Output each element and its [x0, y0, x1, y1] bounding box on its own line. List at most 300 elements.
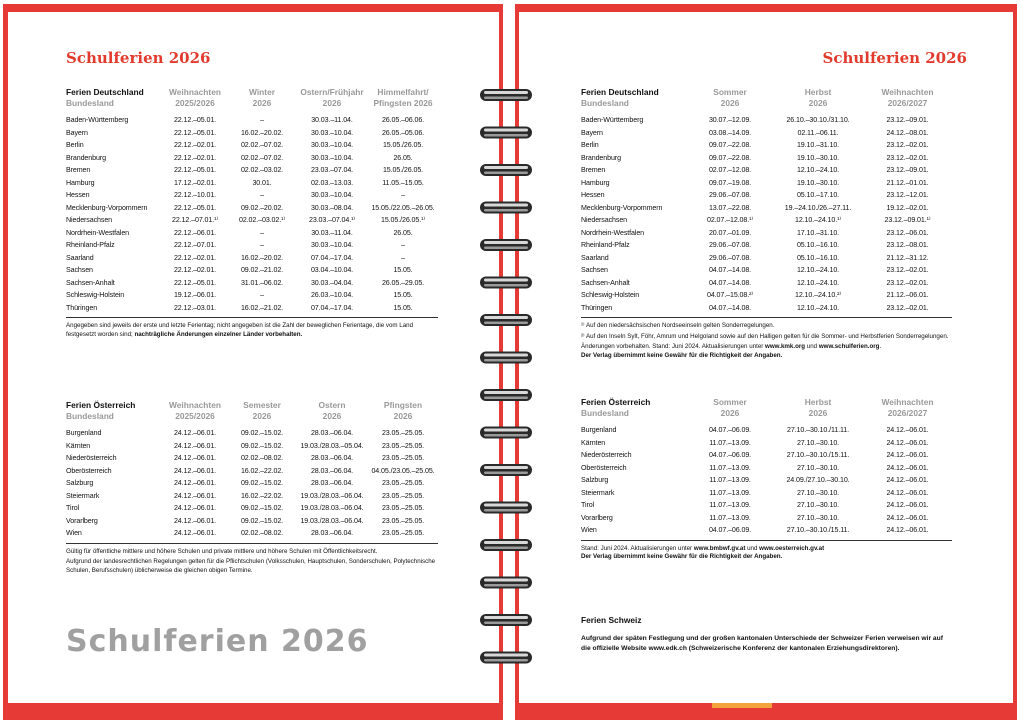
date-cell: 03.08.–14.09. [708, 128, 752, 137]
row-label: Tirol [581, 501, 595, 509]
date-cell: 26.05.–05.06. [381, 128, 425, 137]
date-cell: – [260, 191, 264, 199]
date-cell: 23.12.–02.01. [886, 153, 929, 162]
date-cell: 02.02.–03.02.¹⁾ [239, 216, 285, 224]
date-cell: 21.12.–06.01. [886, 291, 929, 299]
date-cell: 22.12.–05.01. [173, 278, 217, 287]
date-cell: 23.05.–25.05. [381, 479, 425, 487]
header-row [581, 397, 952, 424]
date-cell: 11.07.–13.09. [709, 438, 751, 447]
date-cell: 30.03.–10.04. [310, 191, 354, 199]
date-cell: 02.02.–08.02. [240, 529, 284, 537]
date-cell: 11.07.–13.09. [709, 501, 751, 509]
date-cell: 30.03.–11.04. [311, 228, 353, 237]
date-cell: 24.12.–06.01. [886, 513, 929, 522]
date-cell: 11.07.–13.09. [709, 476, 751, 484]
section-germany-summer [581, 87, 952, 362]
date-cell: 12.10.–24.10. [796, 266, 840, 274]
binding-ring [480, 389, 532, 401]
date-cell: 24.12.–06.01. [173, 466, 217, 475]
austria-note: Gültig für öffentliche mittlere und höhere Schulen und private mittlere und höhere Schulen mit Öffentlichkeitsrecht. Aufgrund der landesrechtlichen Regelungen gelten für die Pflichtschulen (Volksschulen, Hauptschulen, Sonderschulen, Polytechnische Schulen, Berufsschulen) üblicherweise die gleichen obigen Termine. [66, 547, 436, 574]
table-row [581, 164, 952, 177]
date-cell: 24.12.–06.01. [886, 451, 929, 459]
date-cell: 30.03.–10.04. [310, 141, 354, 149]
table-row [581, 189, 952, 202]
date-cell: 11.07.–13.09. [709, 513, 751, 522]
date-cell: – [401, 191, 405, 199]
table-row [66, 289, 438, 302]
date-cell: 19.12.–02.01. [886, 203, 929, 212]
header-cell: Weihnachten 2025/2026 [169, 87, 221, 108]
date-cell: 12.10.–24.10. [796, 303, 840, 312]
header-cell: Himmelfahrt/ Pfingsten 2026 [373, 87, 433, 108]
date-cell: 24.12.–06.01. [173, 479, 217, 487]
date-cell: 09.02.–15.02. [240, 429, 284, 437]
row-label: Kärnten [66, 441, 91, 450]
row-label: Salzburg [581, 476, 609, 484]
row-label: Steiermark [66, 491, 100, 500]
date-cell: – [260, 291, 264, 299]
date-cell: 23.05.–25.05. [381, 504, 425, 512]
row-label: Wien [66, 529, 82, 537]
binding-ring [480, 277, 532, 289]
date-cell: 24.12.–06.01. [173, 491, 217, 500]
table-row [66, 440, 438, 453]
date-cell: 22.12.–05.01. [173, 116, 217, 124]
date-cell: – [401, 241, 405, 249]
date-cell: 23.12.–02.01. [886, 141, 929, 149]
table-row [581, 152, 952, 165]
row-label: Hamburg [66, 178, 95, 187]
header-row [66, 87, 438, 114]
row-label: Berlin [66, 141, 84, 149]
table-row [581, 289, 952, 302]
header-cell: Weihnachten 2026/2027 [881, 397, 934, 418]
row-label: Tirol [66, 504, 80, 512]
binding-ring [480, 427, 532, 439]
date-cell: 15.05./26.05. [382, 166, 424, 174]
row-label: Mecklenburg-Vorpommern [66, 203, 148, 212]
binding-ring [480, 464, 532, 476]
table-row [66, 502, 438, 515]
binding-ring [480, 652, 532, 664]
date-cell: 09.02.–20.02. [240, 203, 284, 212]
date-cell: 30.03.–10.04. [310, 153, 354, 162]
row-label: Wien [581, 526, 597, 534]
divider [66, 543, 438, 544]
date-cell: 27.10.–30.10. [796, 488, 840, 497]
austria-winter-header [66, 400, 438, 427]
date-cell: 04.07.–14.08. [708, 266, 752, 274]
date-cell: 23.12.–08.01. [886, 241, 929, 249]
date-cell: 16.02.–20.02. [240, 128, 284, 137]
section-switzerland [581, 615, 952, 653]
table-row [581, 114, 952, 127]
table-row [66, 127, 438, 140]
row-label: Hessen [581, 191, 605, 199]
table-row [581, 462, 952, 475]
table-row [581, 437, 952, 450]
date-cell: 09.02.–21.02. [240, 266, 284, 274]
row-label: Bremen [66, 166, 91, 174]
table-row [581, 264, 952, 277]
row-label: Bayern [66, 128, 88, 137]
table-row [581, 512, 952, 525]
germany-footnotes: ¹⁾ Auf den niedersächsischen Nordseeinseln gelten Sonderregelungen. ²⁾ Auf den Inseln Sylt, Föhr, Amrum und Helgoland sowie auf den Halligen gelten für die Sommer- und Herbstferien Sonderregelungen. Änderungen vorbehalten. Stand: Juni 2024. Aktualisierungen unter www.kmk.org und www.schulferien.org. Der Verlag übernimmt keine Gewähr für die Richtigkeit der Angaben. [581, 322, 949, 359]
binding-ring [480, 202, 532, 214]
row-label: Rheinland-Pfalz [581, 241, 630, 249]
date-cell: 23.12.–09.01.¹⁾ [884, 216, 931, 224]
row-label: Hamburg [581, 178, 610, 187]
germany-summer-table [581, 87, 952, 314]
date-cell: 26.05. [393, 228, 413, 237]
date-cell: 19.10.–30.10. [796, 178, 840, 187]
date-cell: 22.12.–02.01. [173, 266, 217, 274]
row-label: Sachsen-Anhalt [581, 278, 630, 287]
schulferien-link[interactable]: www.schulferien.org [818, 343, 880, 351]
header-cell: Sommer 2026 [713, 397, 747, 418]
date-cell: 26.05.–06.06. [381, 116, 425, 124]
row-label: Oberösterreich [66, 466, 112, 475]
austria-winter-table [66, 400, 438, 540]
date-cell: 22.12.–05.01. [173, 203, 217, 212]
date-cell: 05.10.–16.10. [796, 253, 840, 262]
date-cell: 04.07.–06.09. [708, 451, 752, 459]
austria-winter-rows [66, 427, 438, 540]
row-label: Saarland [581, 253, 609, 262]
table-row [66, 302, 438, 315]
date-cell: 23.05.–25.05. [381, 441, 425, 450]
table-row [581, 214, 952, 227]
germany-summer-rows [581, 114, 952, 314]
date-cell: 29.06.–07.08. [708, 191, 752, 199]
binding-ring [480, 614, 532, 626]
date-cell: 19.03./28.03.–06.04. [300, 516, 364, 525]
table-row [66, 202, 438, 215]
date-cell: 23.12.–02.01. [886, 278, 929, 287]
table-row [66, 515, 438, 528]
header-cell: Ferien Österreich Bundesland [66, 400, 136, 421]
table-row [581, 202, 952, 215]
page-title-right: Schulferien 2026 [822, 49, 967, 67]
table-row [66, 277, 438, 290]
table-row [66, 465, 438, 478]
date-cell: 22.12.–05.01. [173, 166, 217, 174]
date-cell: 09.07.–19.08. [708, 178, 752, 187]
binding-ring [480, 539, 532, 551]
date-cell: 15.05./26.05.¹⁾ [380, 216, 426, 224]
date-cell: 23.12.–09.01. [886, 166, 929, 174]
oesterreich-link[interactable]: www.oesterreich.gv.at [759, 544, 825, 552]
date-cell: 24.12.–06.01. [173, 429, 217, 437]
header-row [581, 87, 952, 114]
row-label: Sachsen-Anhalt [66, 278, 115, 287]
right-page [519, 12, 1013, 703]
date-cell: 02.02.–07.02. [240, 141, 284, 149]
table-row [581, 499, 952, 512]
date-cell: 23.03.–07.04.¹⁾ [309, 216, 355, 224]
header-cell: Ferien Deutschland Bundesland [66, 87, 144, 108]
date-cell: 22.12.–02.01. [173, 153, 217, 162]
germany-winter-rows [66, 114, 438, 314]
table-row [66, 477, 438, 490]
date-cell: 09.02.–15.02. [240, 516, 284, 525]
date-cell: 23.03.–07.04. [310, 166, 354, 174]
divider [581, 317, 952, 318]
table-row [66, 114, 438, 127]
row-label: Burgenland [66, 429, 102, 437]
date-cell: 24.12.–08.01. [886, 128, 929, 137]
date-cell: 12.10.–24.10.¹⁾ [795, 216, 841, 224]
date-cell: 12.10.–24.10. [796, 278, 840, 287]
date-cell: 02.11.–06.11. [797, 128, 839, 137]
header-cell: Sommer 2026 [713, 87, 747, 108]
binding-ring [480, 127, 532, 139]
row-label: Steiermark [581, 488, 615, 497]
date-cell: 04.07.–06.09. [708, 526, 752, 534]
header-cell: Ferien Deutschland Bundesland [581, 87, 659, 108]
date-cell: 02.07.–12.08. [708, 166, 752, 174]
date-cell: 24.12.–06.01. [886, 476, 929, 484]
date-cell: – [260, 228, 264, 237]
switzerland-text: Aufgrund der späten Festlegung und der großen kantonalen Unterschiede der Schweizer Ferien verweisen wir auf die offizielle Website www.edk.ch (Schweizerische Konferenz der kantonalen Erziehungsdirektoren). [581, 635, 943, 652]
date-cell: 17.12.–02.01. [173, 178, 217, 187]
row-label: Vorarlberg [66, 516, 98, 525]
date-cell: 23.05.–25.05. [381, 491, 425, 500]
date-cell: 11.07.–13.09. [709, 463, 751, 472]
date-cell: 12.10.–24.10.²⁾ [795, 291, 841, 299]
date-cell: 31.01.–06.02. [240, 278, 284, 287]
row-label: Hessen [66, 191, 90, 199]
austria-summer-rows [581, 424, 952, 537]
date-cell: 09.07.–22.08. [708, 141, 752, 149]
germany-summer-header [581, 87, 952, 114]
row-label: Nordrhein-Westfalen [66, 228, 130, 237]
table-row [66, 189, 438, 202]
date-cell: 02.02.–03.02. [240, 166, 284, 174]
row-label: Schleswig-Holstein [66, 291, 125, 299]
kmk-link[interactable]: www.kmk.org [765, 343, 806, 351]
date-cell: 30.03.–08.04. [310, 203, 354, 212]
date-cell: 20.07.–01.09. [708, 228, 752, 237]
table-row [581, 227, 952, 240]
date-cell: 22.12.–10.01. [173, 191, 217, 199]
date-cell: 28.03.–06.04. [310, 454, 354, 462]
date-cell: 19.10.–30.10. [796, 153, 840, 162]
date-cell: 16.02.–22.02. [240, 491, 284, 500]
table-row [66, 427, 438, 440]
header-cell: Weihnachten 2026/2027 [881, 87, 934, 108]
date-cell: 24.12.–06.01. [886, 438, 929, 447]
date-cell: 24.12.–06.01. [886, 488, 929, 497]
date-cell: 04.07.–14.08. [708, 303, 752, 312]
date-cell: 23.12.–02.01. [886, 303, 929, 312]
date-cell: 24.12.–06.01. [173, 454, 217, 462]
row-label: Sachsen [581, 266, 608, 274]
table-row [581, 449, 952, 462]
date-cell: 19.12.–06.01. [173, 291, 217, 299]
row-label: Burgenland [581, 426, 617, 434]
date-cell: 28.03.–06.04. [310, 429, 354, 437]
date-cell: 24.12.–06.01. [173, 529, 217, 537]
row-label: Vorarlberg [581, 513, 613, 522]
date-cell: 23.12.–09.01. [886, 116, 929, 124]
date-cell: 24.12.–06.01. [173, 504, 217, 512]
date-cell: 04.07.–14.08. [708, 278, 752, 287]
binding-ring [480, 164, 532, 176]
header-row [66, 400, 438, 427]
row-label: Bremen [581, 166, 606, 174]
date-cell: 16.02.–21.02. [240, 303, 284, 312]
table-row [581, 139, 952, 152]
bmbwf-link[interactable]: www.bmbwf.gv.at [693, 544, 746, 552]
date-cell: 22.12.–03.01. [173, 303, 217, 312]
row-label: Nordrhein-Westfalen [581, 228, 645, 237]
date-cell: 03.04.–10.04. [310, 266, 354, 274]
header-cell: Ferien Österreich Bundesland [581, 397, 651, 418]
table-row [581, 239, 952, 252]
switzerland-title: Ferien Schweiz [581, 615, 642, 625]
date-cell: 24.12.–06.01. [173, 516, 217, 525]
date-cell: 24.12.–06.01. [173, 441, 217, 450]
header-cell: Ostern 2026 [318, 400, 346, 421]
binding-ring [480, 502, 532, 514]
row-label: Baden-Württemberg [66, 116, 129, 124]
austria-footnotes: Stand: Juni 2024. Aktualisierungen unter www.bmbwf.gv.at und www.oesterreich.gv.at Der Verlag übernimmt keine Gewähr für die Richtigkeit der Angaben. [581, 544, 825, 561]
binding-ring [480, 577, 532, 589]
date-cell: 15.05./22.05.–26.05. [371, 203, 435, 212]
date-cell: 05.10.–16.10. [796, 241, 840, 249]
date-cell: 22.12.–07.01.¹⁾ [172, 216, 218, 224]
row-label: Niederösterreich [581, 451, 632, 459]
table-row [66, 227, 438, 240]
date-cell: 04.05./23.05.–25.05. [371, 466, 435, 475]
germany-winter-header [66, 87, 438, 114]
date-cell: 30.07.–12.09. [708, 116, 752, 124]
table-row [581, 487, 952, 500]
date-cell: 27.10.–30.10. [796, 513, 840, 522]
table-row [66, 152, 438, 165]
date-cell: 27.10.–30.10./15.11. [786, 451, 850, 459]
table-row [66, 139, 438, 152]
date-cell: 19.–24.10./26.–27.11. [784, 203, 852, 212]
row-label: Niederösterreich [66, 454, 117, 462]
date-cell: 22.12.–05.01. [173, 128, 217, 137]
date-cell: 16.02.–20.02. [240, 253, 284, 262]
header-cell: Herbst 2026 [804, 87, 832, 108]
date-cell: 28.03.–06.04. [310, 466, 354, 475]
table-row [66, 252, 438, 265]
date-cell: 02.02.–08.02. [240, 454, 284, 462]
table-row [581, 127, 952, 140]
table-row [581, 277, 952, 290]
date-cell: 30.03.–11.04. [311, 116, 353, 124]
date-cell: 15.05. [393, 266, 413, 274]
austria-summer-table [581, 397, 952, 537]
header-cell: Pfingsten 2026 [383, 400, 423, 421]
row-label: Brandenburg [66, 153, 106, 162]
date-cell: 24.09./27.10.–30.10. [786, 476, 850, 484]
table-row [66, 239, 438, 252]
date-cell: 09.02.–15.02. [240, 479, 284, 487]
date-cell: 24.12.–06.01. [886, 426, 929, 434]
date-cell: 07.04.–17.04. [310, 253, 354, 262]
date-cell: 28.03.–06.04. [310, 479, 354, 487]
date-cell: – [401, 253, 405, 262]
row-label: Berlin [581, 141, 599, 149]
row-label: Rheinland-Pfalz [66, 241, 115, 249]
table-row [581, 302, 952, 315]
date-cell: 16.02.–22.02. [240, 466, 284, 475]
date-cell: 24.12.–06.01. [886, 501, 929, 509]
date-cell: 26.03.–10.04. [310, 291, 354, 299]
date-cell: 07.04.–17.04. [310, 303, 354, 312]
date-cell: 30.03.–04.04. [310, 278, 354, 287]
date-cell: 05.10.–17.10. [796, 191, 840, 199]
date-cell: 09.07.–22.08. [708, 153, 752, 162]
section-austria-winter [66, 400, 438, 577]
spiral-binding [478, 0, 538, 722]
table-row [581, 524, 952, 537]
date-cell: 12.10.–24.10. [796, 166, 840, 174]
row-label: Schleswig-Holstein [581, 291, 640, 299]
date-cell: 23.05.–25.05. [381, 454, 425, 462]
date-cell: 23.12.–12.01. [886, 191, 929, 199]
section-germany-winter [66, 87, 438, 339]
date-cell: 09.02.–15.02. [240, 441, 284, 450]
row-label: Sachsen [66, 266, 93, 274]
date-cell: 02.02.–07.02. [240, 153, 284, 162]
table-row [581, 424, 952, 437]
date-cell: 30.03.–10.04. [310, 128, 354, 137]
table-row [66, 164, 438, 177]
date-cell: 04.07.–06.09. [708, 426, 752, 434]
table-row [581, 252, 952, 265]
binding-ring [480, 352, 532, 364]
date-cell: 26.05. [393, 153, 413, 162]
header-cell: Winter 2026 [249, 87, 275, 108]
row-label: Mecklenburg-Vorpommern [581, 203, 663, 212]
binding-ring [480, 239, 532, 251]
row-label: Thüringen [581, 303, 613, 312]
date-cell: 11.07.–13.09. [709, 488, 751, 497]
date-cell: 15.05. [393, 303, 413, 312]
date-cell: – [260, 241, 264, 249]
date-cell: 21.12.–31.12. [886, 253, 929, 262]
page-title-left: Schulferien 2026 [66, 49, 211, 67]
row-label: Niedersachsen [66, 216, 113, 224]
date-cell: 04.07.–15.08.²⁾ [707, 291, 753, 299]
row-label: Baden-Württemberg [581, 116, 644, 124]
date-cell: 30.03.–10.04. [310, 241, 354, 249]
binding-ring [480, 89, 532, 101]
row-label: Thüringen [66, 303, 98, 312]
date-cell: 23.05.–25.05. [381, 529, 425, 537]
date-cell: 26.05.–29.05. [381, 278, 425, 287]
divider [66, 317, 438, 318]
date-cell: 19.03./28.03.–06.04. [300, 504, 364, 512]
row-label: Bayern [581, 128, 603, 137]
section-austria-summer [581, 397, 952, 564]
big-title: Schulferien 2026 [66, 624, 369, 659]
date-cell: 21.12.–01.01. [886, 178, 929, 187]
date-cell: 13.07.–22.08. [708, 203, 752, 212]
date-cell: 29.06.–07.08. [708, 241, 752, 249]
date-cell: 28.03.–06.04. [310, 529, 354, 537]
header-cell: Weihnachten 2025/2026 [169, 400, 221, 421]
binding-ring [480, 314, 532, 326]
left-page [8, 12, 499, 703]
